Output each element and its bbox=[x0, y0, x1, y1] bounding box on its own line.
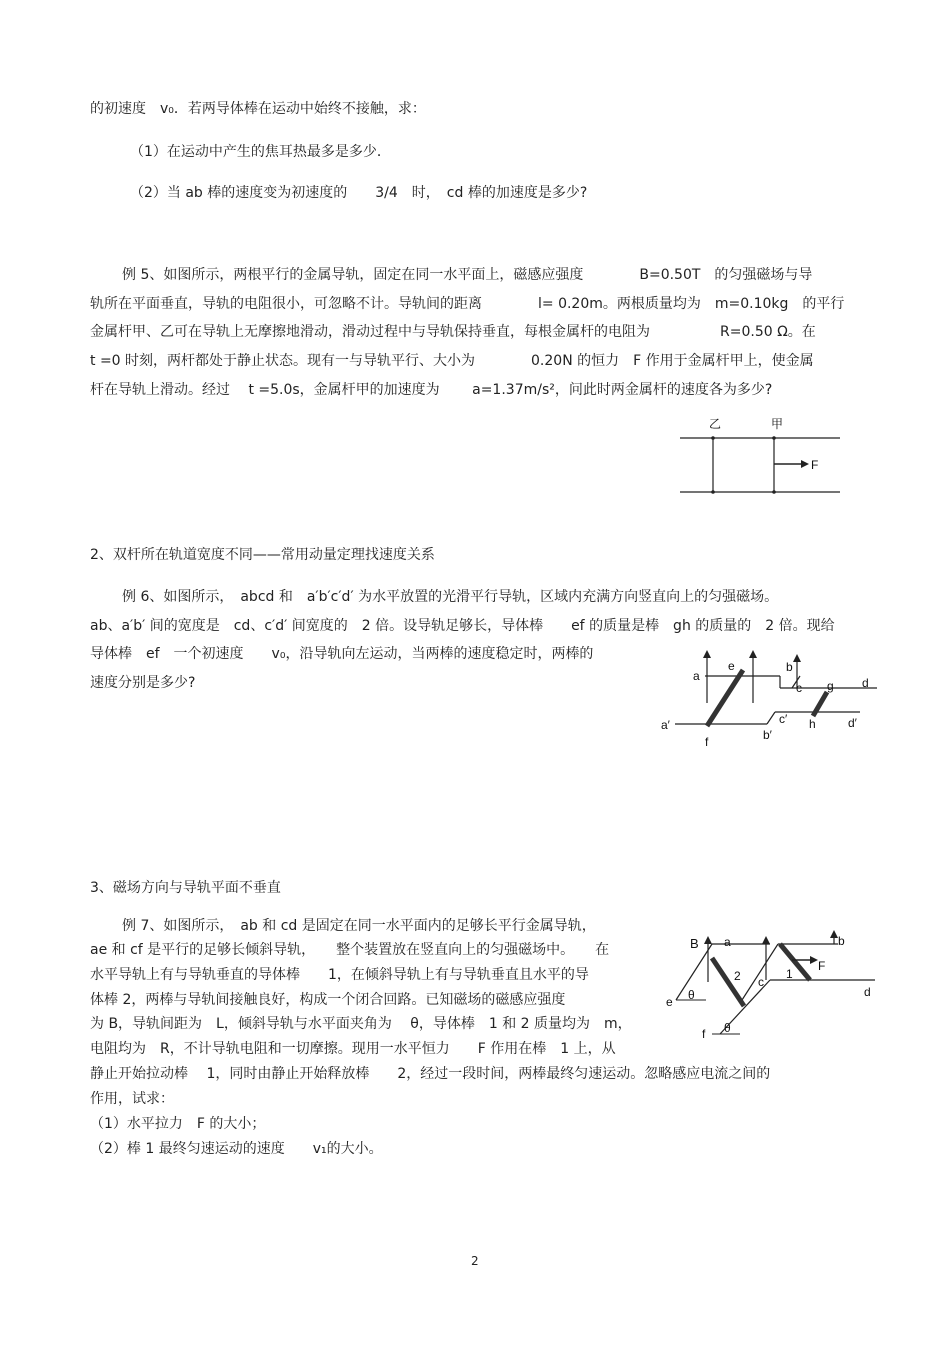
ex7-question-1: （1）水平拉力 F 的大小； bbox=[90, 1116, 266, 1132]
ex5-line-3: 金属杆甲、乙可在导轨上无摩擦地滑动，滑动过程中与导轨保持垂直，每根金属杆的电阻为 R=0.50 Ω。在 bbox=[90, 324, 816, 340]
question-2: （2）当 ab 棒的速度变为初速度的 3/4 时， cd 棒的加速度是多少? bbox=[130, 185, 588, 201]
section-3-heading: 3、磁场方向与导轨平面不垂直 bbox=[90, 880, 281, 896]
ex7-figure bbox=[660, 922, 880, 1047]
label-F: F bbox=[818, 959, 826, 973]
ex5-line-5: 杆在导轨上滑动。经过 t =5.0s，金属杆甲的加速度为 a=1.37m/s²，问此时两金属杆的速度各为多少? bbox=[90, 382, 773, 398]
label-a: a bbox=[693, 669, 700, 683]
label-c: c bbox=[796, 681, 802, 695]
label-b: b bbox=[838, 934, 845, 948]
label-a-prime: a′ bbox=[661, 718, 670, 732]
ex6-line-2: ab、a′b′ 间的宽度是 cd、c′d′ 间宽度的 2 倍。设导轨足够长，导体棒 ef 的质量是棒 gh 的质量的 2 倍。现给 bbox=[90, 618, 835, 634]
ex7-question-2: （2）棒 1 最终匀速运动的速度 v₁的大小。 bbox=[90, 1141, 383, 1157]
ex6-line-3: 导体棒 ef 一个初速度 v₀，沿导轨向左运动，当两棒的速度稳定时，两棒的 bbox=[90, 646, 594, 662]
ex6-line-1: 例 6、如图所示， abcd 和 a′b′c′d′ 为水平放置的光滑平行导轨，区域内充满方向竖直向上的匀强磁场。 bbox=[122, 589, 779, 605]
ex7-line-3: 水平导轨上有与导轨垂直的导体棒 1，在倾斜导轨上有与导轨垂直且水平的导 bbox=[90, 967, 589, 983]
label-e: e bbox=[728, 659, 735, 673]
label-yi: 乙 bbox=[709, 417, 722, 431]
ex7-line-6: 电阻均为 R，不计导轨电阻和一切摩擦。现用一水平恒力 F 作用在棒 1 上，从 bbox=[90, 1041, 616, 1057]
label-f: f bbox=[705, 735, 709, 749]
label-c: c bbox=[758, 975, 764, 989]
rod-1 bbox=[780, 944, 810, 980]
label-2: 2 bbox=[734, 969, 741, 983]
ex7-line-4: 体棒 2，两棒与导轨间接触良好，构成一个闭合回路。已知磁场的磁感应强度 bbox=[90, 992, 566, 1008]
label-theta-2: θ bbox=[724, 1021, 731, 1035]
page-number: 2 bbox=[471, 1254, 479, 1268]
label-d: d bbox=[864, 985, 871, 999]
label-e: e bbox=[666, 995, 673, 1009]
label-b: b bbox=[786, 660, 793, 674]
ex6-figure bbox=[655, 648, 880, 753]
label-b-prime: b′ bbox=[763, 728, 772, 742]
arrow-icon bbox=[801, 460, 809, 468]
ex7-line-1: 例 7、如图所示， ab 和 cd 是固定在同一水平面内的足够长平行金属导轨， bbox=[122, 918, 596, 934]
label-d-prime: d′ bbox=[848, 716, 857, 730]
ex5-line-2: 轨所在平面垂直，导轨的电阻很小，可忽略不计。导轨间的距离 l= 0.20m。两根质量均为 m=0.10kg 的平行 bbox=[90, 296, 845, 312]
label-B: B bbox=[690, 936, 699, 951]
section-2-heading: 2、双杆所在轨道宽度不同——常用动量定理找速度关系 bbox=[90, 547, 435, 563]
label-c-prime: c′ bbox=[779, 712, 788, 726]
label-a: a bbox=[724, 935, 731, 949]
rod-ef bbox=[707, 670, 743, 726]
arrow-icon bbox=[810, 956, 818, 964]
ex5-figure bbox=[675, 412, 845, 502]
ex7-line-5: 为 B，导轨间距为 L，倾斜导轨与水平面夹角为 θ，导体棒 1 和 2 质量均为 m， bbox=[90, 1016, 632, 1032]
ex5-line-4: t =0 时刻，两杆都处于静止状态。现有一与导轨平行、大小为 0.20N 的恒力 F 作用于金属杆甲上，使金属 bbox=[90, 353, 814, 369]
ex5-line-1: 例 5、如图所示，两根平行的金属导轨，固定在同一水平面上，磁感应强度 B=0.50T 的匀强磁场与导 bbox=[122, 267, 813, 283]
text-line: 的初速度 v₀．若两导体棒在运动中始终不接触，求： bbox=[90, 101, 426, 117]
question-1: （1）在运动中产生的焦耳热最多是多少． bbox=[130, 144, 391, 160]
label-h: h bbox=[809, 717, 816, 731]
ex7-line-7: 静止开始拉动棒 1，同时由静止开始释放棒 2，经过一段时间，两棒最终匀速运动。忽略感应电流之间的 bbox=[90, 1066, 771, 1082]
ex7-line-8: 作用，试求： bbox=[90, 1091, 174, 1107]
label-g: g bbox=[827, 679, 834, 693]
label-f: f bbox=[702, 1027, 706, 1041]
label-1: 1 bbox=[786, 967, 793, 981]
label-theta-1: θ bbox=[688, 988, 695, 1002]
label-F: F bbox=[811, 458, 819, 472]
label-jia: 甲 bbox=[771, 417, 784, 431]
ex7-line-2: ae 和 cf 是平行的足够长倾斜导轨， 整个装置放在竖直向上的匀强磁场中。 在 bbox=[90, 942, 610, 958]
label-d: d bbox=[862, 676, 869, 690]
ex6-line-4: 速度分别是多少? bbox=[90, 675, 196, 691]
